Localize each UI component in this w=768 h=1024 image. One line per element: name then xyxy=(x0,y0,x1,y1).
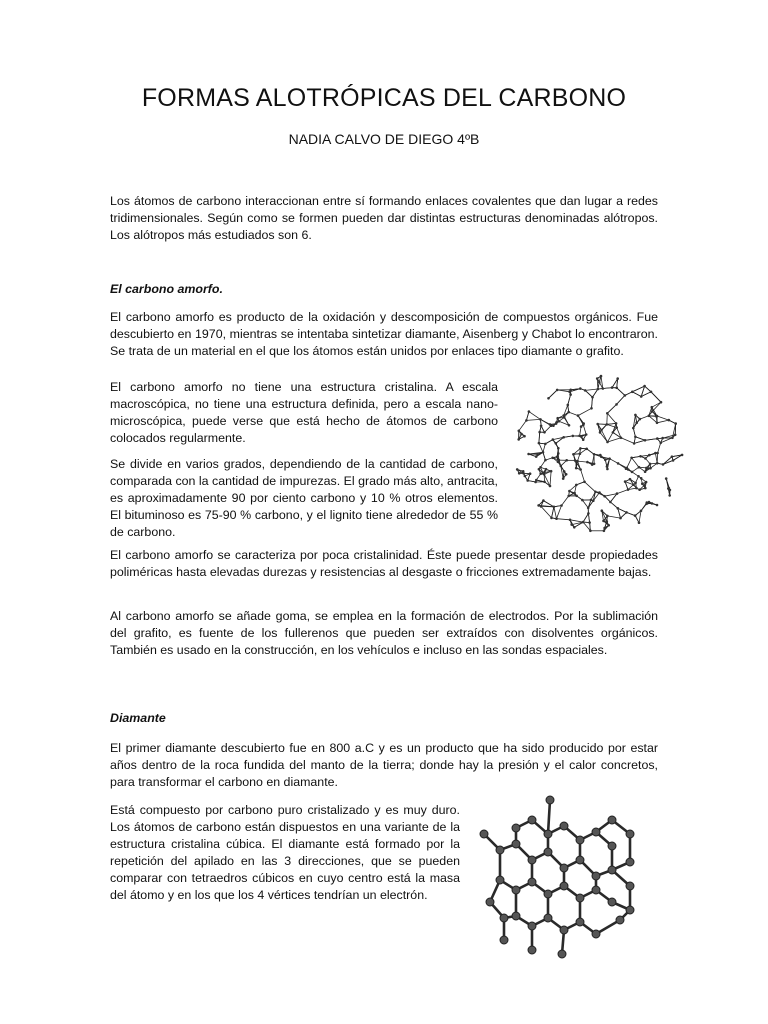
amorfo-paragraph-2: El carbono amorfo no tiene una estructura cristalina. A escala macroscópica, no tiene una estructura definida, pero a escala nano-microscópica, puede verse que está hecho de átomos de carbono colocados regularmente. xyxy=(110,380,498,445)
diamante-paragraph-2: Está compuesto por carbono puro cristalizado y es muy duro. Los átomos de carbono están dispuestos en una variante de la estructura cristalina cúbica. El diamante está formado por la repetición del apilado en las 3 direcciones, que se pueden comparar con tetraedros cúbicos en cuyo centro está la masa del átomo y en los que los 4 vértices tendrían un electrón. xyxy=(110,803,460,902)
amorfo-paragraph-3: Se divide en varios grados, dependiendo de la cantidad de carbono, comparada con la cantidad de impurezas. El grado más alto, antracita, es aproximadamente 90 por ciento carbono y 10 % otros elementos. El bituminoso es 75-90 % carbono, y el lignito tiene alrededor de 55 % de carbono. xyxy=(110,457,498,539)
diamond-lattice-figure xyxy=(470,790,642,962)
diamante-paragraph-1: El primer diamante descubierto fue en 800 a.C y es un producto que ha sido producido por estar años dentro de la roca fundida del manto de la tierra; donde hay la presión y el calor concretos, para transformar el carbono en diamante. xyxy=(110,741,658,789)
amorfo-paragraph-4: El carbono amorfo se caracteriza por poca cristalinidad. Éste puede presentar desde propiedades poliméricas hasta elevadas durezas y resistencias al desgaste o fricciones extremadamente bajas. xyxy=(110,548,658,579)
document-title: FORMAS ALOTRÓPICAS DEL CARBONO xyxy=(141,84,627,112)
section-heading-amorfo: El carbono amorfo. xyxy=(110,282,223,296)
amorfo-paragraph-5: Al carbono amorfo se añade goma, se emplea en la formación de electrodos. Por la sublimación del grafito, es fuente de los fullerenos que pueden ser extraídos con disolventes orgánicos. También es usado en la construcción, en los vehículos e incluso en las sondas espaciales. xyxy=(110,609,658,657)
intro-paragraph: Los átomos de carbono interaccionan entre sí formando enlaces covalentes que dan lugar a redes tridimensionales. Según como se formen pueden dar distintas estructuras denominadas alótropos. Los alótropos más estudiados son 6. xyxy=(110,194,658,242)
amorphous-carbon-figure xyxy=(508,368,690,538)
amorfo-paragraph-1: El carbono amorfo es producto de la oxidación y descomposición de compuestos orgánicos. Fue descubierto en 1970, mientras se intentaba sintetizar diamante, Aisenberg y Chabot lo encontraron. Se trata de un material en el que los átomos están unidos por enlaces tipo diamante o grafito. xyxy=(110,310,658,358)
document-author: NADIA CALVO DE DIEGO 4ºB xyxy=(288,131,480,147)
section-heading-diamante: Diamante xyxy=(110,711,166,725)
